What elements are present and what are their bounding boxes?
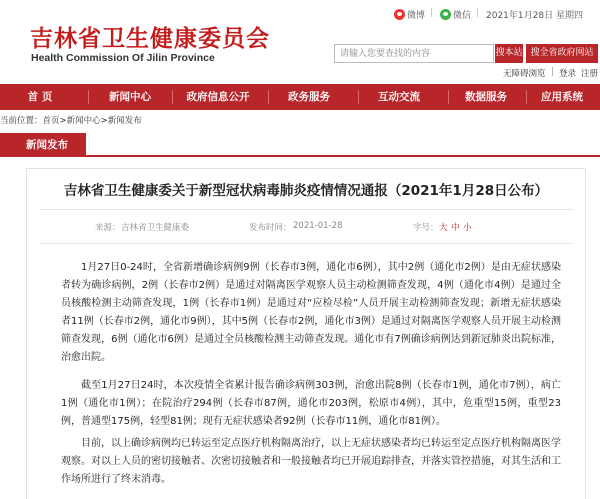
nav-item-gov-services[interactable]: 政务服务 <box>288 91 330 103</box>
breadcrumb <box>0 114 142 128</box>
source-label: 来源： <box>95 223 121 233</box>
title-divider <box>39 209 573 210</box>
section-tab-news-release[interactable]: 新闻发布 <box>0 133 86 157</box>
nav-item-interaction[interactable]: 互动交流 <box>378 91 420 103</box>
nav-item-apps[interactable]: 应用系统 <box>541 91 583 103</box>
meta-divider <box>39 243 573 244</box>
breadcrumb-prefix: 当前位置： <box>0 116 43 126</box>
nav-separator <box>88 90 89 104</box>
nav-separator <box>448 90 449 104</box>
breadcrumb-home[interactable]: 首页 <box>42 116 60 126</box>
article-container <box>26 168 586 499</box>
nav-item-home[interactable]: 首 页 <box>27 91 53 103</box>
font-size-small[interactable]: 小 <box>463 223 472 233</box>
breadcrumb-sep: > <box>59 116 67 126</box>
date-label: 发布时间： <box>249 223 292 233</box>
font-size-large[interactable]: 大 <box>439 223 448 233</box>
weibo-icon <box>394 9 405 20</box>
breadcrumb-news[interactable]: 新闻中心 <box>66 116 101 126</box>
section-bar <box>0 133 600 157</box>
search-all-gov-button[interactable]: 搜全省政府网站 <box>526 44 598 63</box>
article-title: 吉林省卫生健康委关于新型冠状病毒肺炎疫情情况通报（2021年1月28日公布） <box>63 183 549 199</box>
main-nav <box>0 84 600 110</box>
breadcrumb-current[interactable]: 新闻发布 <box>107 116 142 126</box>
login-link[interactable]: 登录 <box>559 69 577 79</box>
article-meta <box>27 221 585 234</box>
font-size-medium[interactable]: 中 <box>451 223 460 233</box>
site-logo-en: Health Commission Of Jilin Province <box>31 52 215 64</box>
source-value: 吉林省卫生健康委 <box>121 223 190 233</box>
nav-separator <box>526 90 527 104</box>
nav-separator <box>268 90 269 104</box>
wechat-icon <box>440 9 451 20</box>
publish-date: 2021-01-28 <box>293 221 343 231</box>
top-links <box>394 8 598 22</box>
account-sep: | <box>551 67 554 77</box>
article-paragraph: 1月27日0-24时，全省新增确诊病例9例（长春市3例，通化市6例），其中2例（通化市2例）是由无症状感染者转为确诊病例，2例（长春市2例）是通过对隔离医学观察人员主动检测筛查发现，4例（通化市4例）是通过全员核酸检测主动筛查发现，1例（长春市1例）是通过对“应检尽检”人员开展主动检测筛查发现；新增无症状感染者11例（长春市2例，通化市9例），其中5例（长春市2例，通化市3例）是通过对隔离医学观察人员开展主动检测筛查发现，6例（通化市6例）是通过全员核酸检测主动筛查发现。通化市有7例确诊病例达到新冠肺炎出院标准，治愈出院。 <box>61 262 561 363</box>
search-site-button[interactable]: 搜本站 <box>495 44 523 63</box>
weibo-link[interactable]: 微博 <box>394 8 425 21</box>
breadcrumb-sep: > <box>100 116 108 126</box>
top-sep-1: | <box>430 8 434 18</box>
account-links <box>497 67 600 79</box>
top-sep-2: | <box>476 8 480 18</box>
accessibility-link[interactable]: 无障碍浏览 <box>503 69 546 79</box>
search-input[interactable] <box>334 44 494 63</box>
article-paragraph: 截至1月27日24时，本次疫情全省累计报告确诊病例303例，治愈出院8例（长春市1例，通化市7例），病亡1例（通化市1例）；在院治疗294例（长春市87例，通化市203例，松原市4例），其中，危重型15例，重型23例，普通型175例，轻型81例；现有无症状感染者92例（长春市11例，通化市81例）。 <box>61 380 561 427</box>
register-link[interactable]: 注册 <box>581 69 599 79</box>
nav-item-gov-info[interactable]: 政府信息公开 <box>186 91 250 103</box>
nav-item-data-services[interactable]: 数据服务 <box>465 91 507 103</box>
wechat-link[interactable]: 微信 <box>440 8 471 21</box>
article-paragraph: 目前，以上确诊病例均已转运至定点医疗机构隔离治疗，以上无症状感染者均已转运至定点医疗机构隔离医学观察。对以上人员的密切接触者、次密切接触者和一般接触者均已开展追踪排查，并落实管控措施，对其生活和工作场所进行了终末消毒。 <box>61 438 561 485</box>
site-logo-cn[interactable]: 吉林省卫生健康委员会 <box>30 26 270 52</box>
site-header <box>0 0 600 84</box>
nav-separator <box>172 90 173 104</box>
nav-separator <box>358 90 359 104</box>
nav-item-news[interactable]: 新闻中心 <box>109 91 151 103</box>
font-size-label: 字号： <box>413 223 439 233</box>
date-text: 2021年1月28日 星期四 <box>486 11 583 21</box>
